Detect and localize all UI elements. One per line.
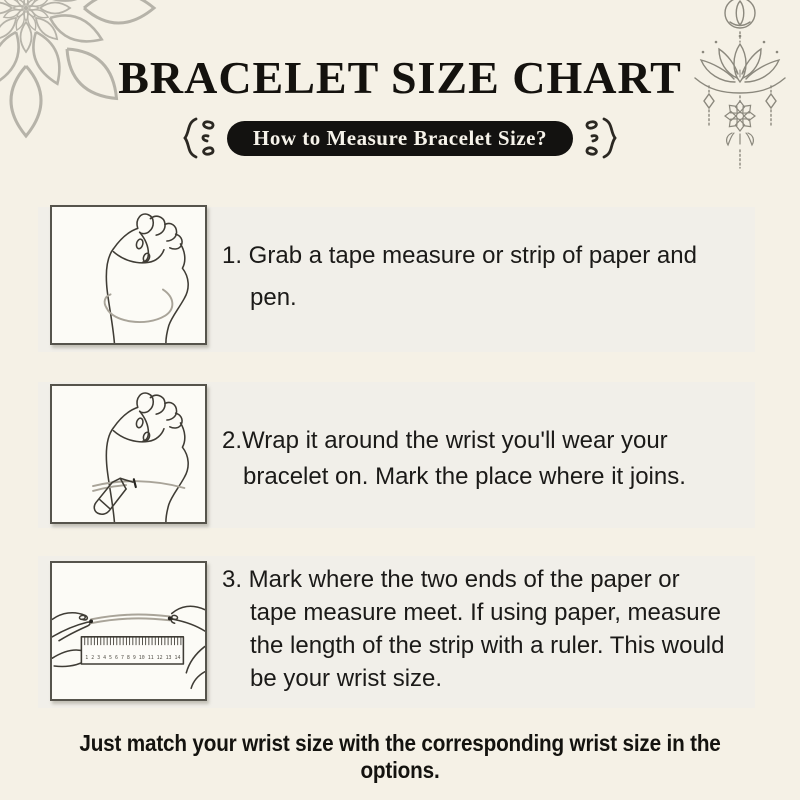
ruler-numbers: 1 2 3 4 5 6 7 8 9 10 11 12 13 14 (85, 655, 181, 662)
step-line: tape measure meet. If using paper, measure (250, 599, 721, 626)
step-3-illustration (50, 561, 207, 701)
subtitle-row (0, 116, 800, 160)
step-line: 3. Mark where the two ends of the paper or (222, 566, 680, 593)
flourish-left-icon (182, 116, 218, 160)
step-line: be your wrist size. (250, 665, 443, 692)
step-line: the length of the strip with a ruler. This would (250, 632, 725, 659)
how-to-measure-badge: How to Measure Bracelet Size? (227, 121, 573, 156)
step-2-illustration (50, 384, 207, 524)
step-line: 2.Wrap it around the wrist you'll wear your (222, 427, 668, 454)
step-line: pen. (250, 284, 297, 311)
step-2-text (222, 423, 777, 495)
page-title: BRACELET SIZE CHART (118, 52, 682, 103)
footer-note: Just match your wrist size with the corresponding wrist size in the options. (79, 730, 721, 783)
step-1-illustration (50, 205, 207, 345)
flourish-right-icon (582, 116, 618, 160)
step-1-text (222, 235, 777, 319)
step-line: bracelet on. Mark the place where it joins. (243, 463, 686, 490)
step-line: 1. Grab a tape measure or strip of paper and (222, 242, 697, 269)
step-3-text (222, 563, 777, 695)
